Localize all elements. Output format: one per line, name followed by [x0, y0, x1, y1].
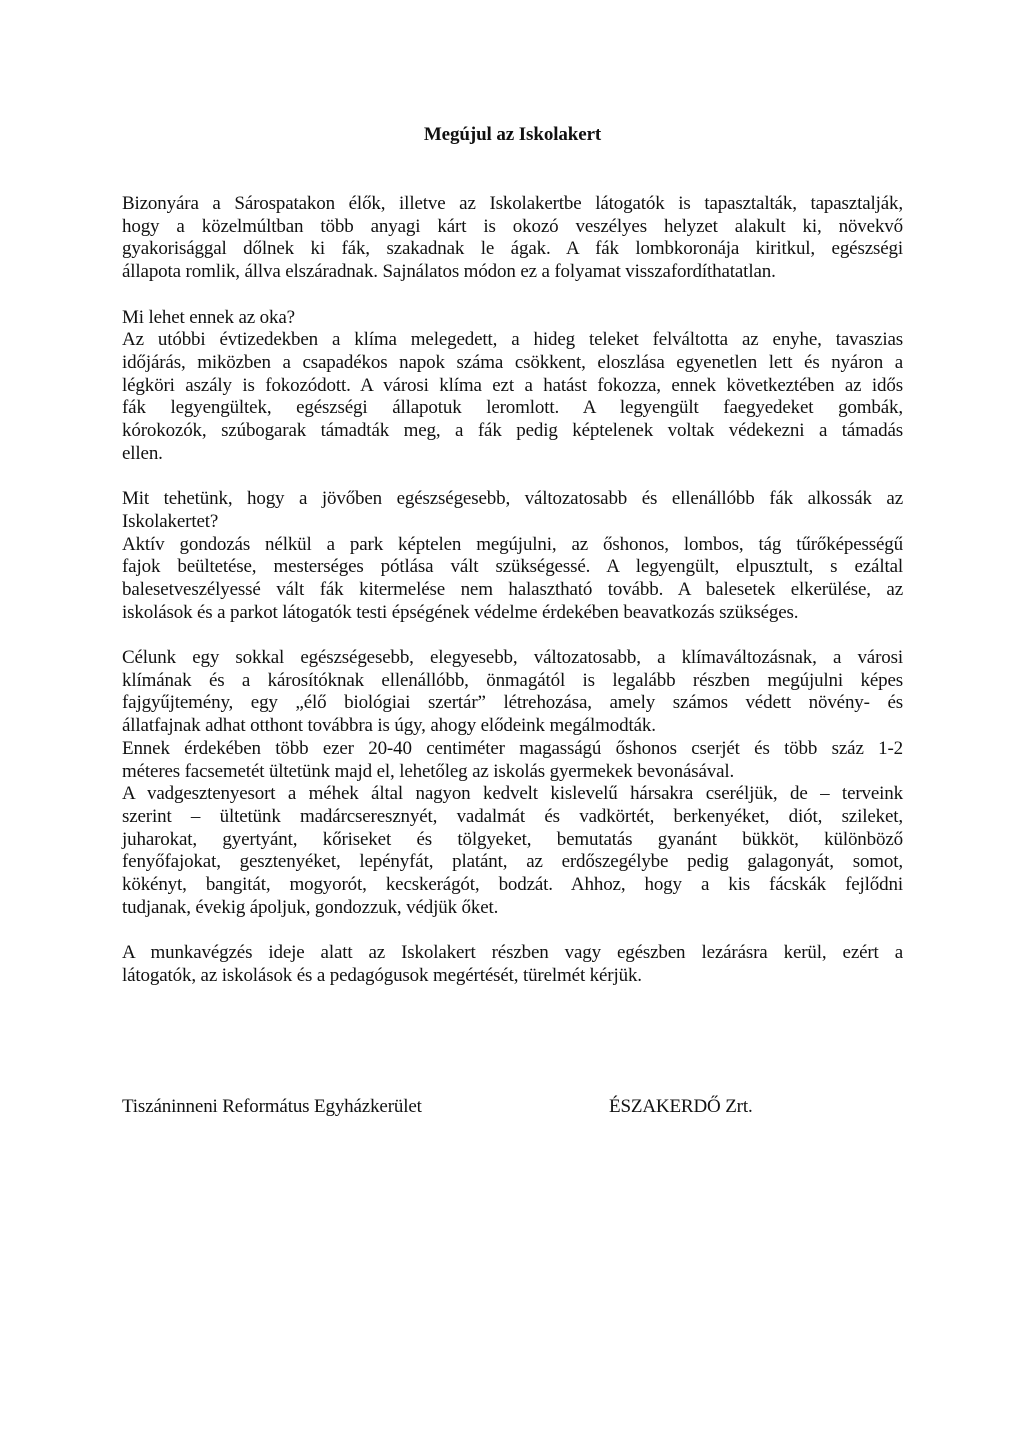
text-line: kökényt, bangitát, mogyorót, kecskerágót, bodzát. Ahhoz, hogy a kis fácskák fejlődni	[122, 874, 903, 896]
signature-left-organization: Tiszáninneni Református Egyházkerület	[122, 1096, 422, 1117]
text-line: kórokozók, szúbogarak támadták meg, a fák pedig képtelenek voltak védekezni a támadás	[122, 420, 903, 442]
text-line: Ennek érdekében több ezer 20-40 centiméter magasságú őshonos cserjét és több száz 1-2	[122, 737, 903, 759]
paragraph-gap	[122, 284, 903, 307]
text-line: gyakorisággal dőlnek ki fák, szakadnak le ágak. A fák lombkoronája kiritkul, egészségi	[122, 238, 903, 260]
text-line: légköri aszály is fokozódott. A városi klíma ezt a hatást fokozza, ennek következtében az idős	[122, 374, 903, 396]
text-line: Célunk egy sokkal egészségesebb, elegyesebb, változatosabb, a klímaváltozásnak, a városi	[122, 647, 903, 669]
text-line: szerint – ültetünk madárcseresznyét, vadalmát és vadkörtét, berkenyéket, diót, szileket,	[122, 805, 903, 827]
text-line: iskolások és a parkot látogatók testi épségének védelme érdekében beavatkozás szükséges.	[122, 601, 799, 623]
text-line: ellen.	[122, 442, 163, 464]
text-line: tudjanak, évekig ápoljuk, gondozzuk, védjük őket.	[122, 896, 499, 918]
subheading-question: Mi lehet ennek az oka?	[122, 306, 295, 328]
text-line: méteres facsemetét ültetünk majd el, lehetőleg az iskolás gyermekek bevonásával.	[122, 760, 735, 782]
text-line: Az utóbbi évtizedekben a klíma melegedett, a hideg teleket felváltotta az enyhe, tavaszias	[122, 329, 903, 351]
text-line: klímának és a károsítóknak ellenállóbb, önmagától is legalább részben megújulni képes	[122, 669, 903, 691]
text-line: állapota romlik, állva elszáradnak. Sajnálatos módon ez a folyamat visszafordíthatatlan.	[122, 261, 776, 283]
text-line: időjárás, miközben a csapadékos napok száma csökkent, eloszlása egyenetlen lett és nyáron a	[122, 351, 903, 373]
paragraph-what-to-do	[122, 488, 903, 624]
paragraph-gap	[122, 465, 903, 488]
subheading-question: Iskolakertet?	[122, 510, 219, 532]
text-line: Aktív gondozás nélkül a park képtelen megújulni, az őshonos, lombos, tág tűrőképességű	[122, 533, 903, 555]
text-line: fajok beültetése, mesterséges pótlása vált szükségessé. A legyengült, elpusztult, s ezáltal	[122, 556, 903, 578]
paragraph-intro	[122, 193, 903, 284]
paragraph-closure	[122, 942, 903, 987]
document-body	[122, 193, 903, 988]
text-line: fenyőfajokat, gesztenyéket, lepényfát, platánt, az erdőszegélybe pedig galagonyát, somot,	[122, 851, 903, 873]
text-line: állatfajnak adhat otthont továbbra is úgy, ahogy elődeink megálmodták.	[122, 715, 656, 737]
subheading-question: Mit tehetünk, hogy a jövőben egészségesebb, változatosabb és ellenállóbb fák alkossák az	[122, 488, 903, 510]
text-line: A munkavégzés ideje alatt az Iskolakert részben vagy egészben lezárásra kerül, ezért a	[122, 942, 903, 964]
text-line: Bizonyára a Sárospatakon élők, illetve az Iskolakertbe látogatók is tapasztalták, tapasztalják,	[122, 193, 903, 214]
paragraph-gap	[122, 624, 903, 647]
document-title: Megújul az Iskolakert	[423, 124, 602, 145]
text-line: látogatók, az iskolások és a pedagógusok megértését, türelmét kérjük.	[122, 964, 642, 986]
text-line: juharokat, gyertyánt, kőriseket és tölgyeket, bemutatás gyanánt bükköt, különböző	[122, 828, 903, 850]
paragraph-cause	[122, 307, 903, 466]
paragraph-goal	[122, 647, 903, 919]
text-line: balesetveszélyessé vált fák kitermelése nem halasztható tovább. A balesetek elkerülése, az	[122, 578, 903, 600]
text-line: A vadgesztenyesort a méhek által nagyon kedvelt kislevelű hársakra cseréljük, de – terveink	[122, 783, 903, 805]
signature-right-organization: ÉSZAKERDŐ Zrt.	[609, 1096, 753, 1117]
paragraph-gap	[122, 919, 903, 942]
text-line: fák legyengültek, egészségi állapotuk leromlott. A legyengült faegyedeket gombák,	[122, 397, 903, 419]
text-line: hogy a közelmúltban több anyagi kárt is okozó veszélyes helyzet alakult ki, növekvő	[122, 215, 903, 237]
text-line: fajgyűjtemény, egy „élő biológiai szertár” létrehozása, amely számos védett növény- és	[122, 692, 903, 714]
